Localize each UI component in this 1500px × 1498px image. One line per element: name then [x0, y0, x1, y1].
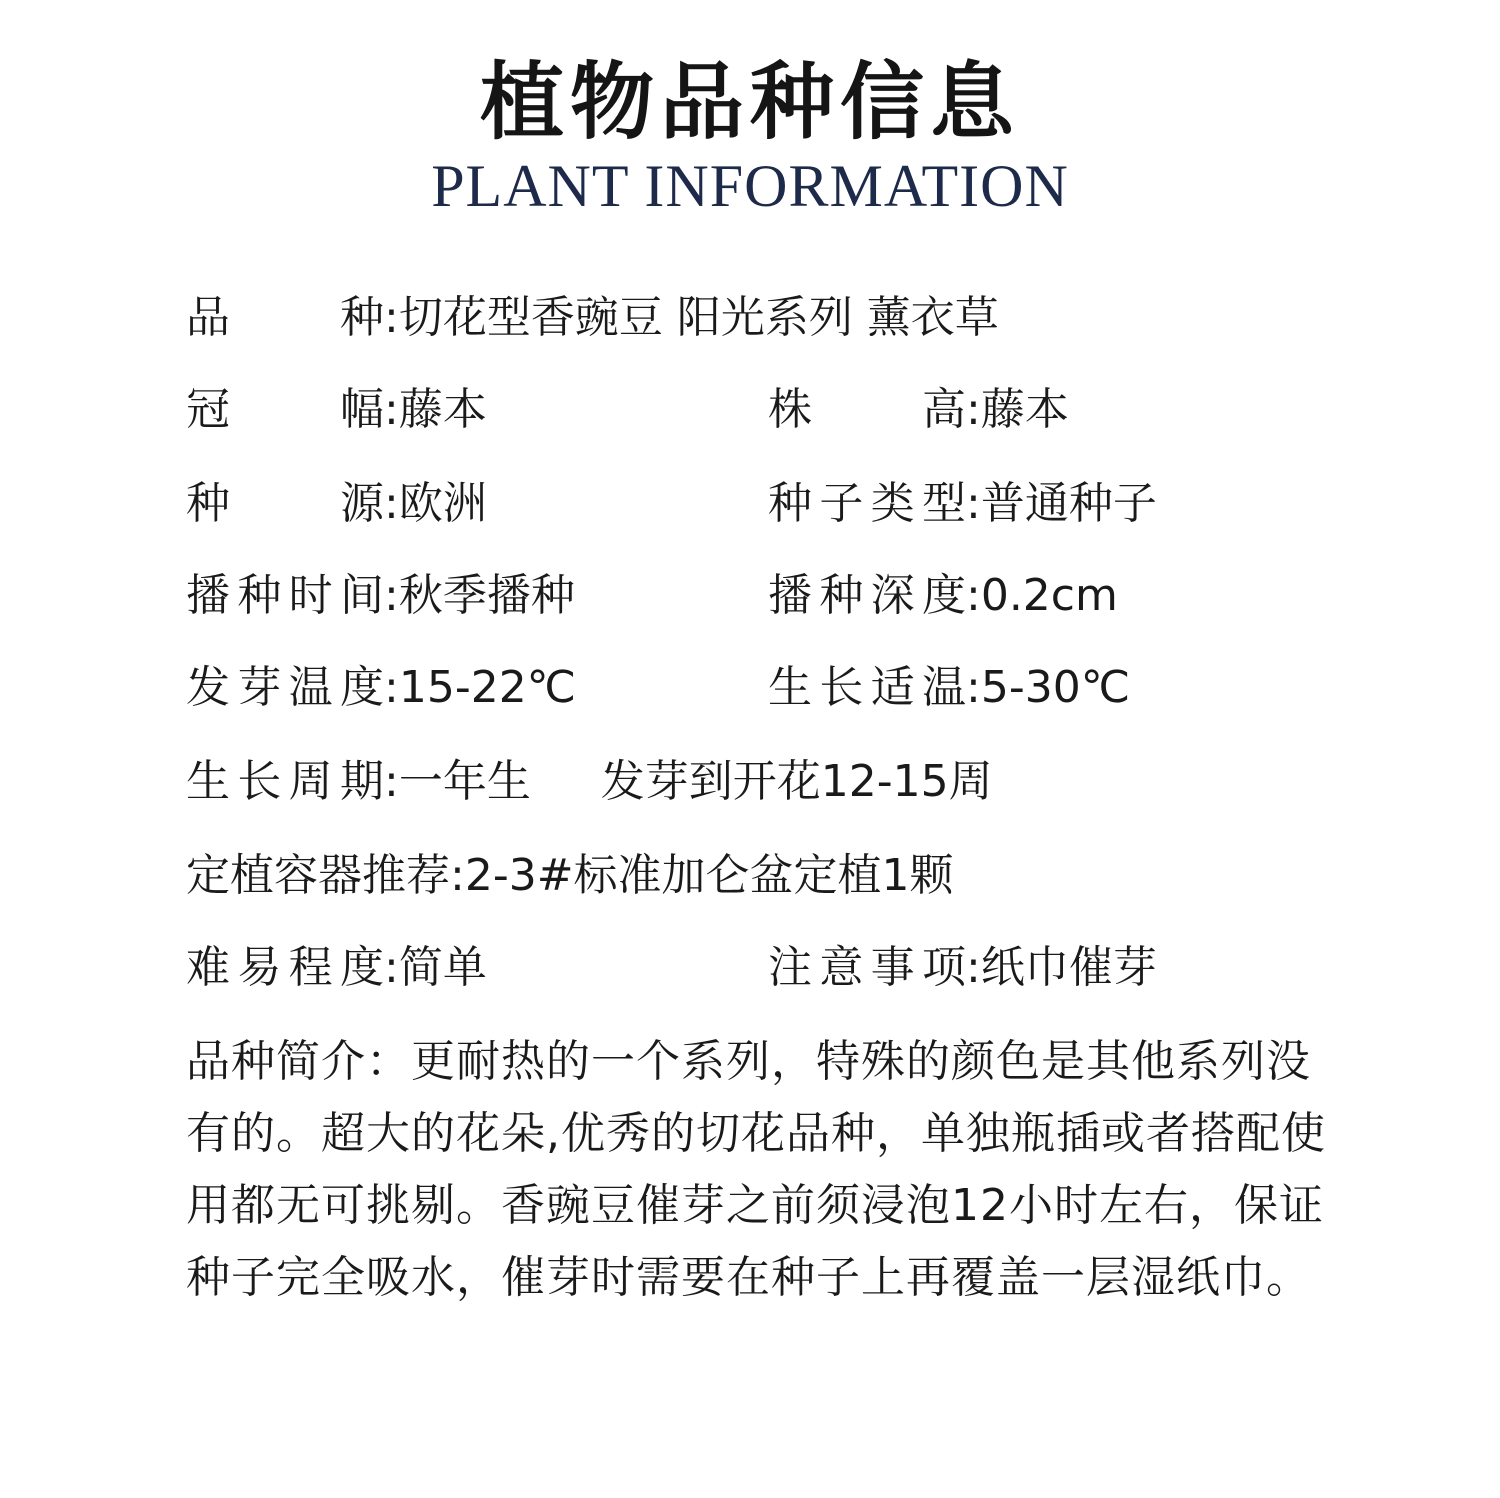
field-height — [768, 382, 1069, 438]
field-label: 播种深度 — [768, 570, 966, 621]
field-label: 发芽温度 — [186, 662, 384, 713]
field-value: 切花型香豌豆 阳光系列 薰衣草 — [398, 292, 999, 343]
field-value: 5-30℃ — [980, 662, 1131, 713]
field-colon: : — [384, 384, 399, 435]
field-value: 2-3#标准加仑盆定植1颗 — [464, 850, 954, 901]
field-label: 株高 — [768, 384, 966, 435]
field-notes — [768, 940, 1157, 996]
field-value: 纸巾催芽 — [980, 942, 1157, 993]
field-label: 生长周期 — [186, 756, 384, 807]
field-colon: : — [384, 478, 399, 529]
field-germ-temp — [186, 660, 576, 716]
field-origin — [186, 476, 487, 532]
field-colon: : — [384, 292, 399, 343]
field-label: 种子类型 — [768, 478, 966, 529]
field-label: 生长适温 — [768, 662, 966, 713]
intro-text: 更耐热的一个系列，特殊的颜色是其他系列没有的。超大的花朵,优秀的切花品种，单独瓶插或者搭配使用都无可挑剔。香豌豆催芽之前须浸泡12小时左右，保证种子完全吸水，催芽时需要在种子上再覆盖一层湿纸巾。 — [186, 1036, 1326, 1303]
field-colon: : — [966, 570, 981, 621]
field-value: 15-22℃ — [398, 662, 577, 713]
field-label: 注意事项 — [768, 942, 966, 993]
field-colon: : — [384, 756, 399, 807]
field-label: 冠幅 — [186, 384, 384, 435]
variety-intro — [186, 1026, 1346, 1314]
field-label: 种源 — [186, 478, 384, 529]
field-seed-type — [768, 476, 1157, 532]
page-title-cn: 植物品种信息 — [479, 53, 1020, 151]
field-label: 定植容器推荐 — [186, 850, 450, 901]
field-difficulty — [186, 940, 487, 996]
page-title-en: PLANT INFORMATION — [431, 153, 1069, 219]
field-sowing-time — [186, 568, 575, 624]
field-variety — [186, 290, 999, 346]
field-colon: : — [384, 662, 399, 713]
field-colon: : — [966, 384, 981, 435]
field-colon: : — [966, 478, 981, 529]
field-value: 简单 — [398, 942, 487, 993]
field-sowing-depth — [768, 568, 1118, 624]
field-label: 难易程度 — [186, 942, 384, 993]
field-value: 普通种子 — [980, 478, 1157, 529]
field-colon: : — [966, 662, 981, 713]
field-colon: : — [384, 570, 399, 621]
field-container — [186, 848, 954, 904]
field-cycle — [186, 754, 993, 810]
field-value: 藤本 — [398, 384, 487, 435]
field-growth-temp — [768, 660, 1130, 716]
field-crown — [186, 382, 487, 438]
field-colon: : — [450, 850, 465, 901]
intro-colon: ： — [366, 1036, 411, 1087]
intro-label: 品种简介 — [186, 1036, 366, 1087]
field-value: 藤本 — [980, 384, 1069, 435]
field-label: 品种 — [186, 292, 384, 343]
field-value: 一年生 发芽到开花12-15周 — [398, 756, 993, 807]
field-value: 欧洲 — [398, 478, 487, 529]
field-value: 秋季播种 — [398, 570, 575, 621]
field-colon: : — [384, 942, 399, 993]
field-label: 播种时间 — [186, 570, 384, 621]
field-colon: : — [966, 942, 981, 993]
field-value: 0.2cm — [980, 570, 1118, 621]
